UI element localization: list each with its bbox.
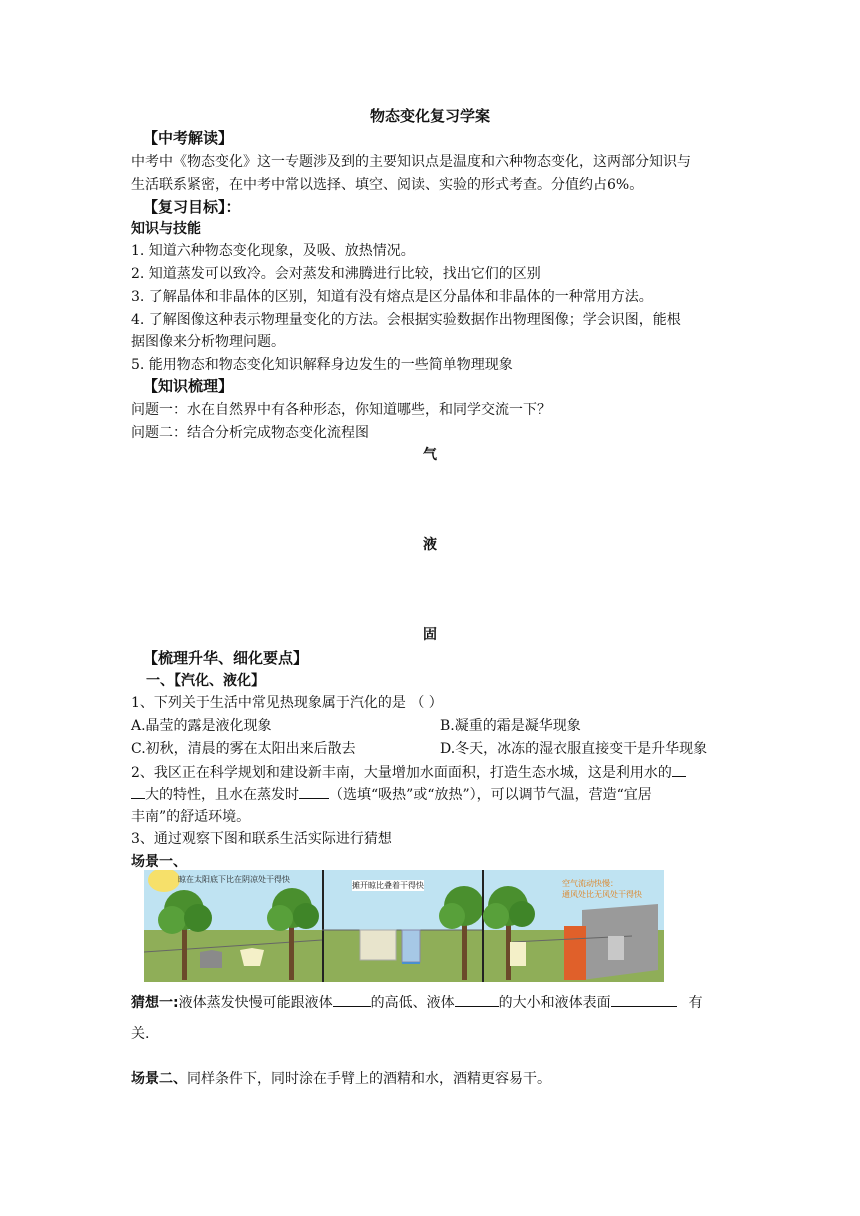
q2-text-1: 2、我区正在科学规划和建设新丰南，大量增加水面面积，打造生态水城，这是利用水的: [131, 765, 672, 781]
q2-line-2: [131, 784, 652, 805]
section-goals: 【复习目标】：: [143, 198, 241, 216]
scene2-line: [131, 1069, 551, 1089]
q2-blank-1a[interactable]: [672, 762, 686, 777]
scene1-caption-2: 摊开晾比叠着干得快: [352, 881, 424, 890]
scene-image-ventilation: [482, 870, 664, 982]
guess1-blank-1[interactable]: [333, 992, 371, 1007]
goal-1: 1. 知道六种物态变化现象，及吸、放热情况。: [131, 243, 415, 259]
goal-4-cont: 据图像来分析物理问题。: [131, 334, 285, 350]
q3-stem: 3、通过观察下图和联系生活实际进行猜想: [131, 831, 392, 847]
page-title: 物态变化复习学案: [369, 107, 490, 125]
state-liquid: 液: [423, 537, 437, 553]
section-interpret: 【中考解读】: [143, 129, 234, 147]
guess1-label: 猜想一:: [131, 995, 179, 1011]
scene1-label: 场景一、: [131, 854, 187, 870]
section-upgrade: 【梳理升华、细化要点】: [143, 649, 309, 667]
goal-4: 4. 了解图像这种表示物理量变化的方法。会根据实验数据作出物理图像；学会识图，能根: [131, 312, 681, 328]
question-2: 问题二：结合分析完成物态变化流程图: [131, 425, 369, 441]
scene1-caption-1: 晾在太阳底下比在阴凉处干得快: [178, 875, 290, 884]
question-1: 问题一：水在自然界中有各种形态，你知道哪些，和同学交流一下？: [131, 402, 551, 418]
guess1-line-1: [131, 992, 703, 1013]
skills-heading: 知识与技能: [131, 221, 201, 237]
scene2-label: 场景二、: [131, 1071, 187, 1087]
q2-blank-2[interactable]: [299, 784, 329, 799]
guess1-blank-2[interactable]: [455, 992, 499, 1007]
goal-5: 5. 能用物态和物态变化知识解释身边发生的一些简单物理现象: [131, 357, 513, 373]
state-gas: 气: [423, 447, 437, 463]
q1-stem: 1、下列关于生活中常见热现象属于汽化的是 （ ）: [131, 695, 443, 711]
q1-option-c: C.初秋，清晨的雾在太阳出来后散去: [131, 741, 356, 757]
scene-image-spread-folded: [322, 870, 482, 982]
scene1-caption-4: 通风处比无风处干得快: [562, 890, 642, 899]
q1-option-a: A.晶莹的露是液化现象: [131, 718, 272, 734]
q1-option-d: D.冬天，冰冻的湿衣服直接变干是升华现象: [440, 741, 708, 757]
q1-option-b: B.凝重的霜是凝华现象: [440, 718, 581, 734]
q2-line-3: 丰南”的舒适环境。: [131, 809, 251, 825]
guess1-text-4: 有: [688, 995, 703, 1011]
scene1-caption-3: 空气流动快慢：: [562, 879, 618, 888]
section-sort: 【知识梳理】: [143, 377, 234, 395]
interpret-line-2: 生活联系紧密，在中考中常以选择、填空、阅读、实验的形式考查。分值约占6%。: [131, 177, 644, 193]
sub-heading-vaporization: 一、【汽化、液化】: [146, 673, 265, 689]
state-solid: 固: [423, 627, 437, 643]
scene2-text: 同样条件下，同时涂在手臂上的酒精和水，酒精更容易干。: [187, 1071, 551, 1087]
q2-text-3: （选填“吸热”或“放热”），可以调节气温，营造“宜居: [329, 787, 652, 803]
scene-image-sun-shade: [144, 870, 322, 982]
guess1-blank-3[interactable]: [611, 992, 677, 1007]
q2-text-2: 大的特性，且水在蒸发时: [145, 787, 299, 803]
q2-line-1: [131, 762, 686, 783]
interpret-line-1: 中考中《物态变化》这一专题涉及到的主要知识点是温度和六种物态变化，这两部分知识与: [131, 154, 691, 170]
guess1-line-2: 关.: [131, 1026, 150, 1042]
guess1-text-2: 的高低、液体: [370, 995, 455, 1011]
goal-3: 3. 了解晶体和非晶体的区别，知道有没有熔点是区分晶体和非晶体的一种常用方法。: [131, 289, 653, 305]
guess1-text-3: 的大小和液体表面: [498, 995, 611, 1011]
guess1-text-1: 液体蒸发快慢可能跟液体: [178, 995, 333, 1011]
goal-2: 2. 知道蒸发可以致冷。会对蒸发和沸腾进行比较，找出它们的区别: [131, 266, 541, 282]
q2-blank-1b[interactable]: [131, 784, 145, 799]
